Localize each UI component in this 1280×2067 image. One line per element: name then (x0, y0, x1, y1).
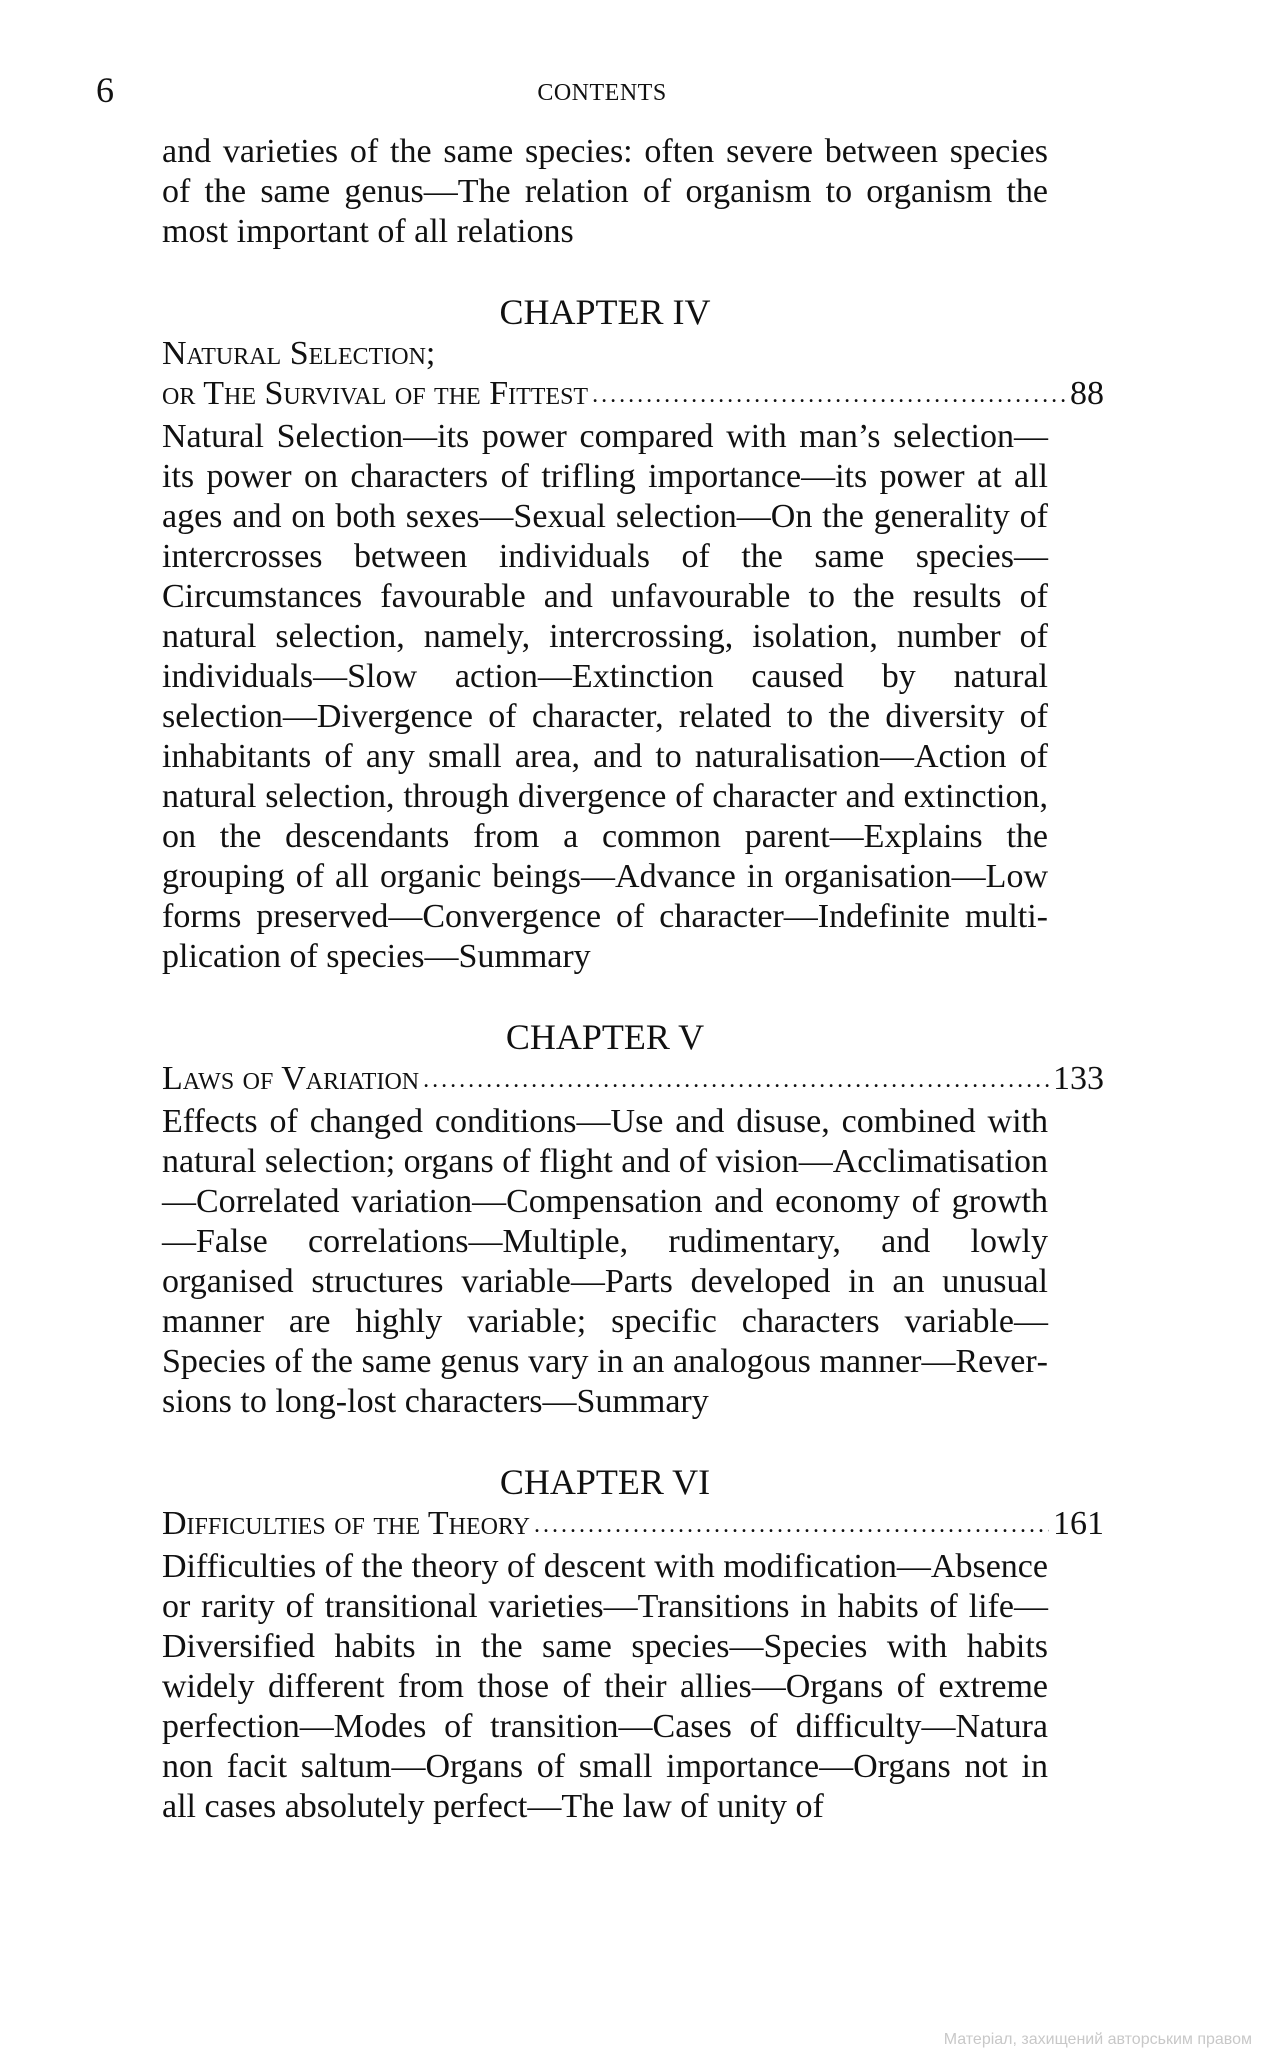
copyright-watermark: Матеріал, захищений авторським правом (943, 2031, 1252, 2048)
chapter-v-entry (162, 1015, 1104, 1422)
chapter-title: Laws of Variation (162, 1060, 420, 1097)
dot-leader (423, 1060, 1049, 1100)
page-reference: 133 (1053, 1060, 1104, 1097)
page-number: 6 (96, 70, 114, 110)
chapter-title: or The Survival of the Fittest (162, 375, 589, 412)
chapter-title-line: Natural Selection; (162, 335, 436, 372)
page-reference: 88 (1070, 375, 1104, 412)
chapter-heading: CHAPTER VI (499, 1462, 711, 1502)
chapter-summary: Natural Selection—its power compared with man’s selection—its power on characters of trifling importance—its power at all ages and on both sexes—Sexual selection—On the generality of intercrosses between individuals of the same species—Circumstances favourable and unfavourable to the results of natural selection, namely, intercrossing, isolation, number of individuals—Slow action—Extinction caused by natural selection—Divergence of character, related to the diversity of inhabitants of any small area, and to naturalisation—Action of natural selection, through divergence of character and extinction, on the descendants from a common parent—Explains the grouping of all organic beings—Advance in organisation—Low forms preserved—Convergence of character—Indefinite multiplication of species—Summary (162, 418, 1048, 975)
chapter-iv-entry (162, 290, 1104, 977)
chapter-vi-entry (162, 1460, 1104, 1827)
running-head-title: CONTENTS (537, 80, 667, 106)
toc-entry-line[interactable] (162, 374, 1104, 417)
chapter-title: Difficulties of the Theory (162, 1505, 531, 1542)
chapter-summary: Effects of changed conditions—Use and disuse, combined with natural selection; organs of flight and of vision—Acclimatisation—Correlated variation—Compensation and economy of growth—False correlations—Multiple, rudimentary, and lowly organised structures variable—Parts developed in an unusual manner are highly variable; specific characters variable—Species of the same genus vary in an analogous manner—Reversions to long-lost characters—Summary (162, 1103, 1049, 1420)
dot-leader (592, 375, 1066, 415)
dot-leader (534, 1505, 1049, 1545)
chapter-heading: CHAPTER IV (499, 292, 711, 332)
chapter-heading: CHAPTER V (505, 1017, 705, 1057)
page-reference: 161 (1053, 1505, 1104, 1542)
toc-entry-line[interactable] (162, 1059, 1104, 1102)
toc-entry-line[interactable] (162, 1504, 1104, 1547)
contents-column (162, 132, 1104, 1827)
chapter-summary: Difficulties of the theory of descent with modification—Absence or rarity of transitional varieties—Transitions in habits of life—Diversified habits in the same species—Species with habits widely different from those of their allies—Organs of extreme perfection—Modes of transition—Cases of difficulty—Natura non facit saltum—Organs of small importance—Organs not in all cases absolutely perfect—The law of unity of (162, 1548, 1048, 1825)
continued-summary-text: and varieties of the same species: often severe between species of the same genus—The relation of organism to organism the most important of all relations (162, 133, 1048, 250)
